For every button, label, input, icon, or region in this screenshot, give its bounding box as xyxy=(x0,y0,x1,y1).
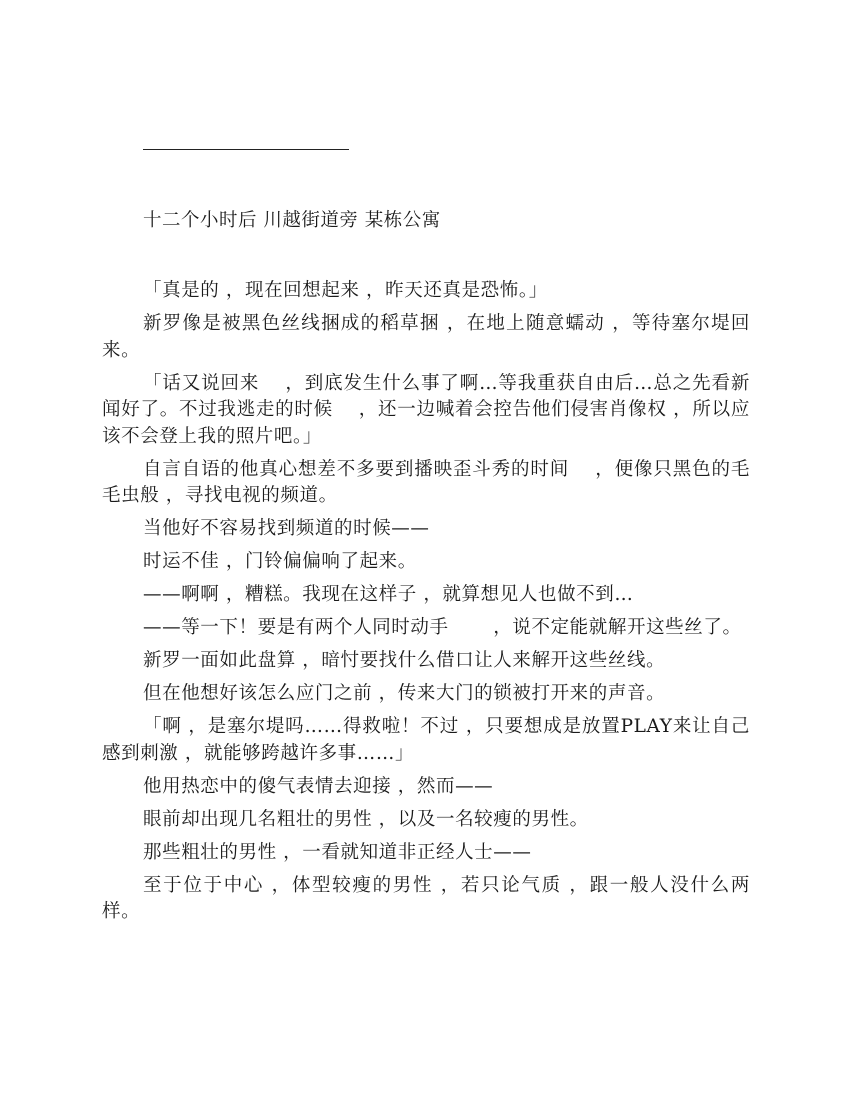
paragraph: 新罗一面如此盘算 ，暗忖要找什么借口让人来解开这些丝线。 xyxy=(143,650,666,671)
paragraph: ——啊啊 ，糟糕。我现在这样子 ，就算想见人也做不到… xyxy=(143,584,634,605)
paragraph: 但在他想好该怎么应门之前 ，传来大门的锁被打开来的声音。 xyxy=(143,683,666,704)
paragraph: 自言自语的他真心想差不多要到播映歪斗秀的时间 ，便像只黑色的毛毛虫般 ，寻找电视的频道。 xyxy=(102,458,750,506)
paragraph: 那些粗壮的男性 ，一看就知道非正经人士—— xyxy=(143,841,532,863)
paragraph: 新罗像是被黑色丝线捆成的稻草捆 ，在地上随意蠕动 ，等待塞尔堤回来。 xyxy=(102,313,750,361)
paragraph: 眼前却出现几名粗壮的男性 ，以及一名较瘦的男性。 xyxy=(143,808,589,830)
paragraph: 「真是的 ，现在回想起来 ，昨天还真是恐怖。」 xyxy=(143,280,548,301)
paragraph: 至于位于中心 ，体型较瘦的男性 ，若只论气质 ，跟一般人没什么两样。 xyxy=(102,874,750,922)
scene-heading: 十二个小时后 川越街道旁 某栋公寓 xyxy=(143,210,441,231)
paragraph: 他用热恋中的傻气表情去迎接 ，然而—— xyxy=(143,775,494,797)
section-separator xyxy=(143,149,349,150)
body-text xyxy=(102,278,750,932)
paragraph: 「话又说回来 ，到底发生什么事了啊…等我重获自由后…总之先看新闻好了。不过我逃走的时候 ，还一边喊着会控告他们侵害肖像权 ，所以应该不会登上我的照片吧。」 xyxy=(102,372,750,447)
paragraph: 当他好不容易找到频道的时候—— xyxy=(143,518,430,539)
paragraph: 「啊 ，是塞尔堤吗……得救啦！不过 ，只要想成是放置PLAY来让自己感到刺激 ，就能够跨越许多事……」 xyxy=(102,716,750,764)
paragraph: ——等一下！要是有两个人同时动手 ，说不定能就解开这些丝了。 xyxy=(143,617,742,638)
paragraph: 时运不佳 ，门铃偏偏响了起来。 xyxy=(143,551,417,572)
